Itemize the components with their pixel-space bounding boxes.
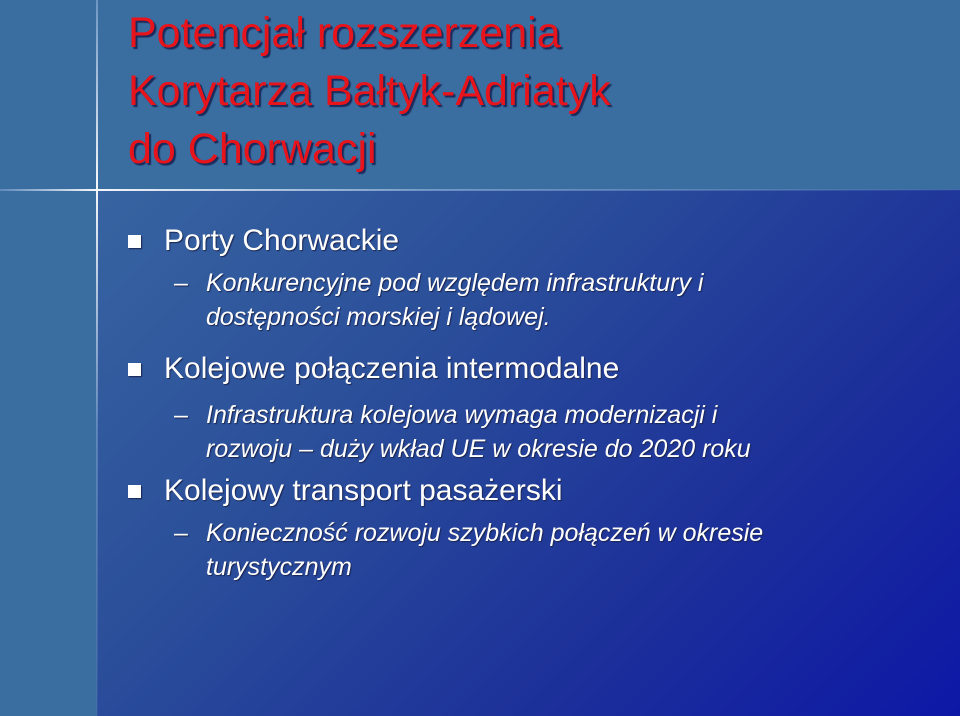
bullet-item <box>128 350 938 388</box>
sub-bullet-item <box>128 398 938 466</box>
sub-bullet-line: dostępności morskiej i lądowej. <box>206 303 551 331</box>
horizontal-accent-line <box>0 189 960 191</box>
dash-bullet-icon: – <box>174 519 188 547</box>
bullet-text: Kolejowe połączenia intermodalne <box>164 352 620 385</box>
bullet-text: Porty Chorwackie <box>164 224 400 257</box>
title-line: Potencjał rozszerzenia <box>128 9 561 57</box>
vertical-accent-line <box>96 0 98 716</box>
bullet-item <box>128 222 938 260</box>
title-line: do Chorwacji <box>128 125 377 173</box>
square-bullet-icon <box>128 485 141 498</box>
dash-bullet-icon: – <box>174 269 188 297</box>
sub-bullet-line: rozwoju – duży wkład UE w okresie do 2020 roku <box>206 435 751 463</box>
square-bullet-icon <box>128 363 141 376</box>
left-band <box>0 0 97 716</box>
dash-bullet-icon: – <box>174 401 188 429</box>
sub-bullet-line: Konieczność rozwoju szybkich połączeń w okresie <box>206 519 764 547</box>
title-line: Korytarza Bałtyk-Adriatyk <box>128 67 611 115</box>
sub-bullet-line: Konkurencyjne pod względem infrastruktury i <box>206 269 704 297</box>
slide-title <box>128 4 928 178</box>
sub-bullet-line: turystycznym <box>206 553 352 581</box>
bullet-item <box>128 472 938 510</box>
sub-bullet-line: Infrastruktura kolejowa wymaga modernizacji i <box>206 401 718 429</box>
bullet-text: Kolejowy transport pasażerski <box>164 474 563 507</box>
sub-bullet-item <box>128 516 938 584</box>
slide-body <box>128 222 938 584</box>
sub-bullet-item <box>128 266 938 334</box>
square-bullet-icon <box>128 235 141 248</box>
